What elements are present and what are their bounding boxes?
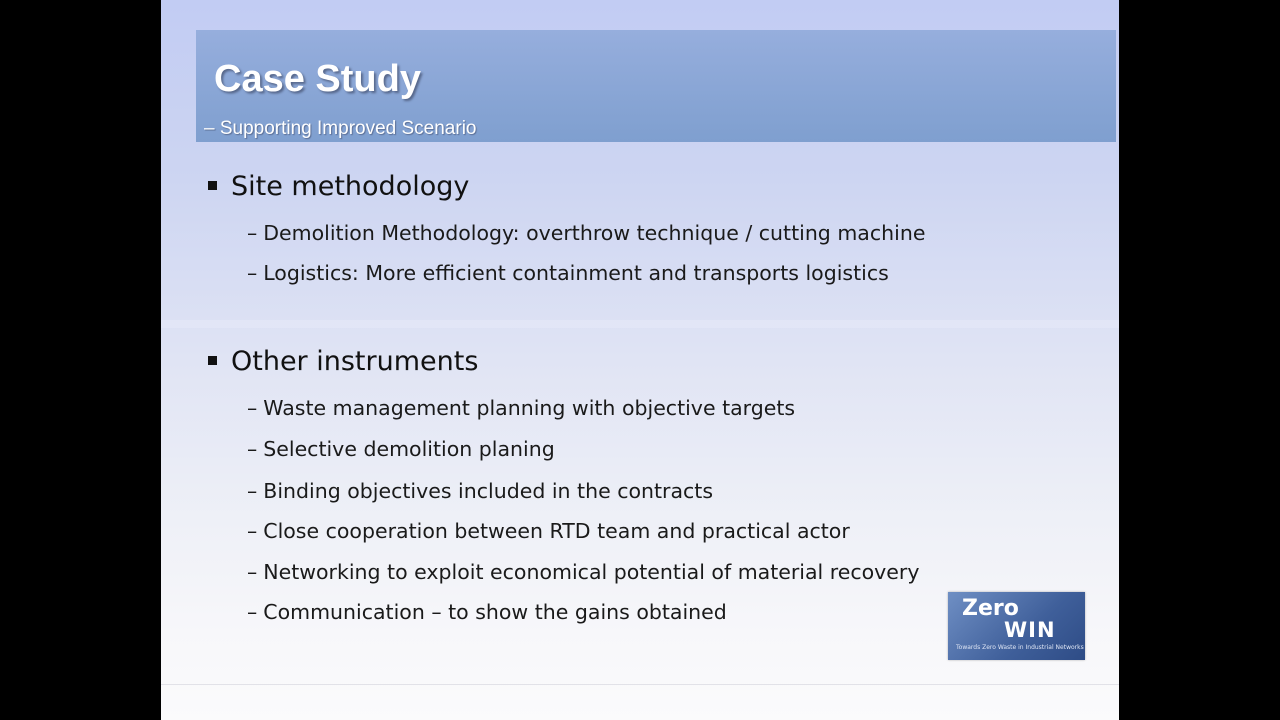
slide: [161, 0, 1119, 720]
title-bar: [196, 30, 1116, 142]
sub-bullet: [247, 396, 795, 420]
dash-marker: –: [247, 221, 258, 245]
zerowin-logo: [948, 592, 1085, 660]
logo-zero-text: Zero: [962, 596, 1019, 621]
sub-bullet-text: Binding objectives included in the contracts: [263, 479, 714, 503]
sub-bullet-text: Selective demolition planing: [263, 437, 555, 461]
sub-bullet: [247, 560, 919, 584]
sub-bullet: [247, 479, 713, 503]
dash-marker: –: [247, 437, 258, 461]
slide-title: Case Study: [214, 58, 421, 100]
sub-bullet: [247, 519, 850, 543]
slide-subtitle: – Supporting Improved Scenario: [204, 118, 477, 139]
divider: [161, 684, 1119, 685]
logo-tagline: Towards Zero Waste in Industrial Networks: [956, 644, 1084, 651]
bullet-heading: Other instruments: [231, 346, 479, 377]
sub-bullet: [247, 600, 727, 624]
sub-bullet-text: Communication – to show the gains obtained: [263, 600, 727, 624]
sub-bullet-text: Waste management planning with objective targets: [263, 396, 796, 420]
bullet-square-icon: [208, 181, 217, 190]
sub-bullet: [247, 221, 925, 245]
sub-bullet-text: Close cooperation between RTD team and practical actor: [263, 519, 850, 543]
dash-marker: –: [247, 396, 258, 420]
dash-marker: –: [247, 600, 258, 624]
background-band: [161, 320, 1119, 328]
dash-marker: –: [247, 479, 258, 503]
bullet-square-icon: [208, 356, 217, 365]
dash-marker: –: [247, 560, 258, 584]
bullet-site-methodology: [208, 171, 469, 202]
logo-win-text: WIN: [1004, 618, 1056, 642]
sub-bullet-text: Demolition Methodology: overthrow technique / cutting machine: [263, 221, 926, 245]
dash-marker: –: [247, 519, 258, 543]
bullet-other-instruments: [208, 346, 478, 377]
bullet-heading: Site methodology: [231, 171, 470, 202]
sub-bullet-text: Networking to exploit economical potential of material recovery: [263, 560, 920, 584]
sub-bullet-text: Logistics: More efficient containment and transports logistics: [263, 261, 889, 285]
sub-bullet: [247, 437, 555, 461]
sub-bullet: [247, 261, 889, 285]
dash-marker: –: [247, 261, 258, 285]
